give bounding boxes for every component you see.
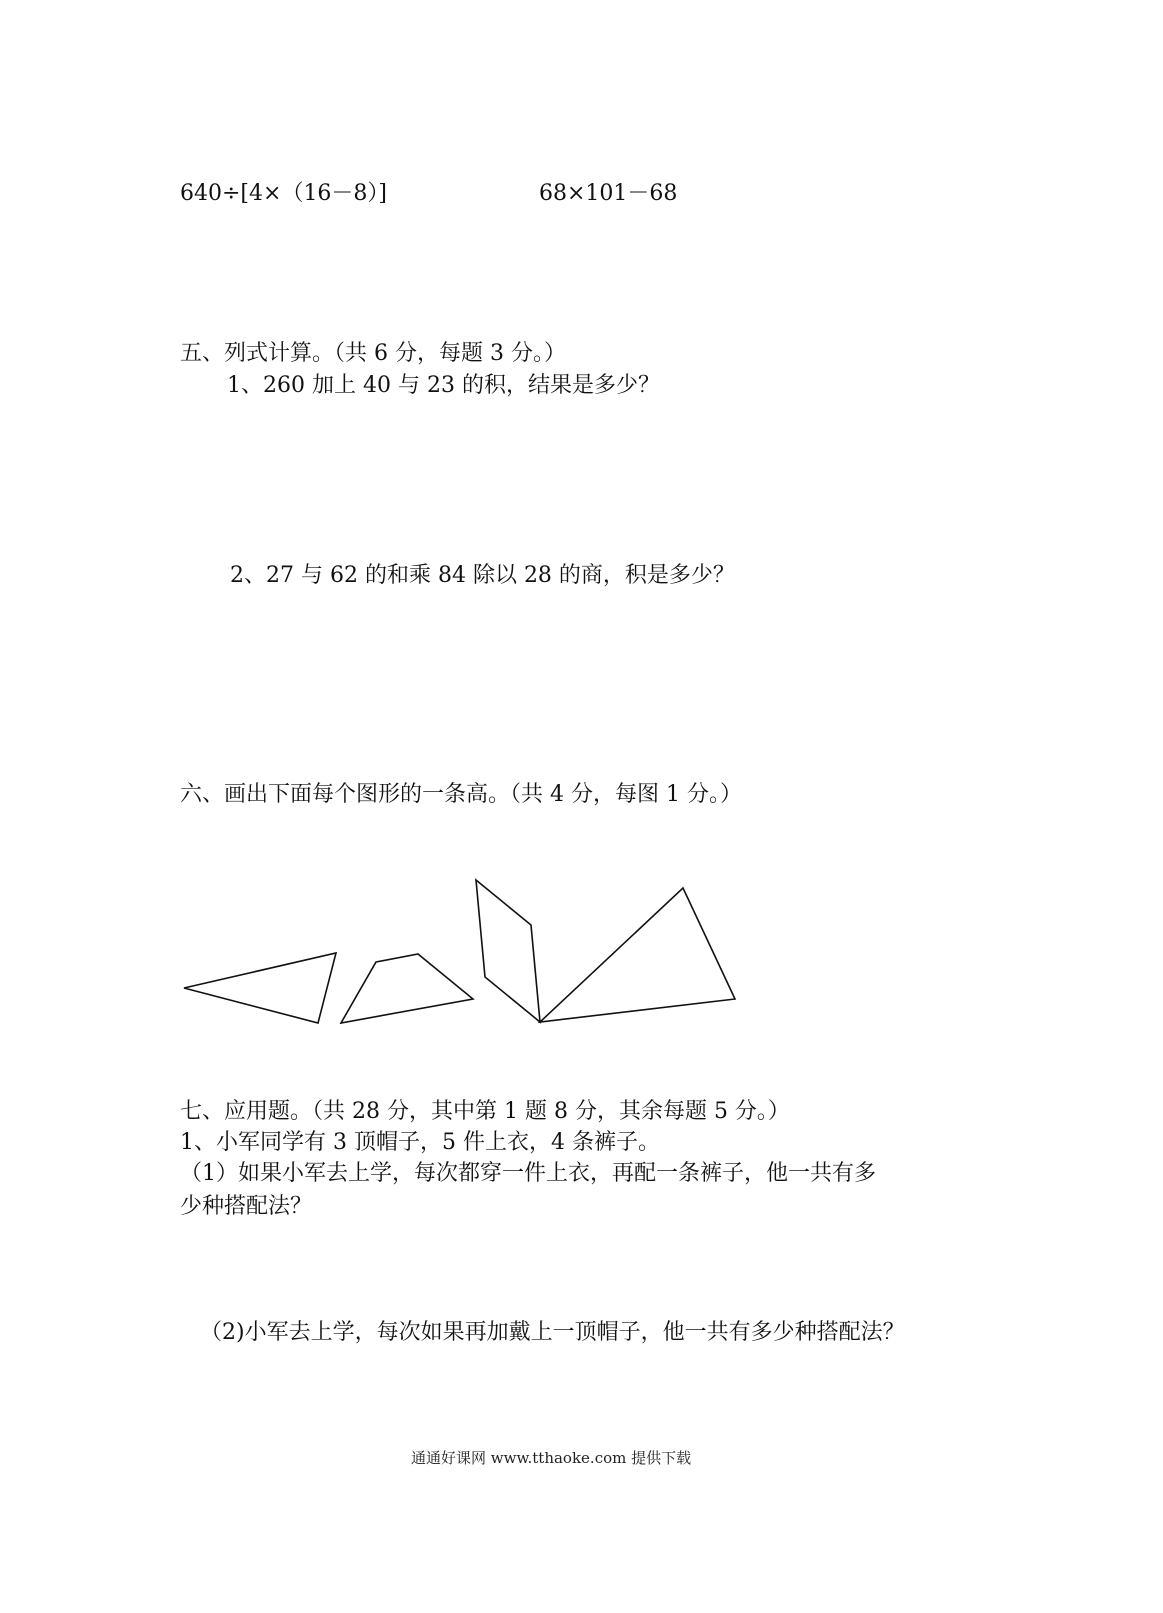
section-7-question-1-part-1-line-2: 少种搭配法？	[180, 1194, 313, 1219]
section-5-question-2: 2、27 与 62 的和乘 84 除以 28 的商，积是多少？	[230, 563, 735, 588]
section-7-question-1: 1、小军同学有 3 顶帽子，5 件上衣，4 条裤子。	[180, 1130, 660, 1155]
section-6-heading: 六、画出下面每个图形的一条高。（共 4 分，每图 1 分。）	[180, 782, 742, 807]
footer-source: 通通好课网 www.tthaoke.com 提供下载	[411, 1449, 692, 1467]
expression-2: 68×101－68	[539, 181, 678, 206]
expression-1: 640÷[4×（16－8）]	[180, 181, 388, 206]
figure-parallelogram	[476, 880, 540, 1022]
section-7-question-1-part-1-line-1: （1）如果小军去上学，每次都穿一件上衣，再配一条裤子，他一共有多	[180, 1161, 876, 1186]
figure-triangle-right	[540, 888, 735, 1022]
section-5-heading: 五、列式计算。（共 6 分，每题 3 分。）	[180, 341, 566, 366]
figure-trapezoid	[341, 954, 473, 1023]
figure-triangle-left	[184, 953, 336, 1023]
section-7-question-1-part-2: （2)小军去上学，每次如果再加戴上一顶帽子，他一共有多少种搭配法？	[200, 1320, 905, 1345]
section-7-heading: 七、应用题。（共 28 分，其中第 1 题 8 分，其余每题 5 分。）	[180, 1099, 790, 1124]
section-5-question-1: 1、260 加上 40 与 23 的积，结果是多少？	[227, 373, 660, 398]
